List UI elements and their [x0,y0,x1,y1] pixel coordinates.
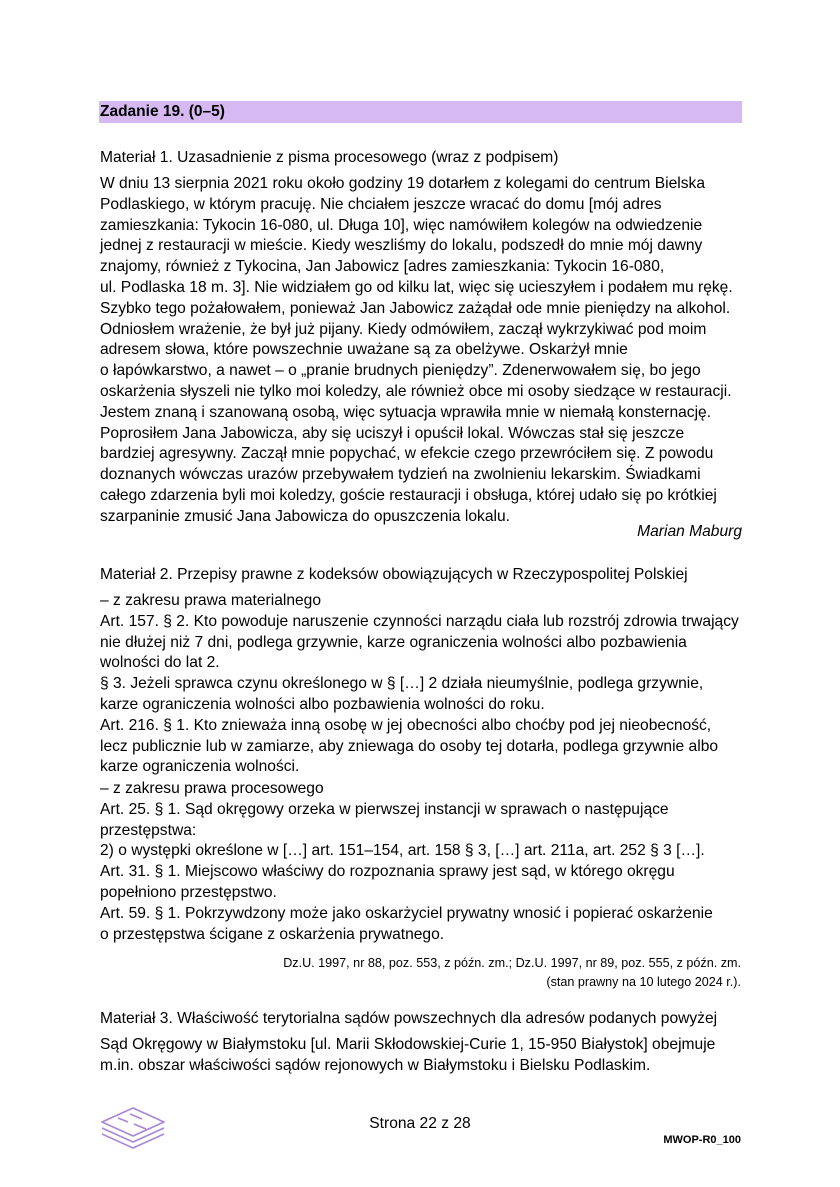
law-line: wolności do lat 2. [100,654,220,672]
material1-line: Odniosłem wrażenie, że był już pijany. Kiedy odmówiłem, zaczął wykrzykiwać pod moim [100,320,707,338]
material1-line: Poprosiłem Jana Jabowicza, aby się uciszył i opuścił lokal. Wówczas stał się jeszcze [100,424,685,442]
material1-line: adresem słowa, które powszechnie uważane są za obelżywe. Oskarżył mnie [100,341,628,359]
material1-line: bardziej agresywny. Zaczął mnie popychać, w efekcie czego przewróciłem się. Z powodu [100,445,714,463]
material1-line: jednej z restauracji w mieście. Kiedy weszliśmy do lokalu, podszedł do mnie mój dawny [100,237,703,255]
law-line: lecz publicznie lub w zamiarze, aby zniewaga do osoby tej dotarła, podlega grzywnie albo [100,737,719,755]
law-line: przestępstwa: [100,821,197,839]
material1-line: W dniu 13 sierpnia 2021 roku około godziny 19 dotarłem z kolegami do centrum Bielska [100,175,706,192]
material1-line: o łapówkarstwo, a nawet – o „pranie brudnych pieniędzy”. Zdenerwowałem się, bo jego [100,362,701,380]
material1-line: ul. Podlaska 18 m. 3]. Nie widziałem go od kilku lat, więc się ucieszyłem i podałem mu rękę. [100,278,733,296]
material3-line: m.in. obszar właściwości sądów rejonowych w Białymstoku i Bielsku Podlaskim. [100,1056,651,1074]
law-line: 2) o występki określone w […] art. 151–154, art. 158 § 3, […] art. 211a, art. 252 § 3 […]. [100,842,705,860]
material1-line: szarpaninie zmusić Jana Jabowicza do opuszczenia lokalu. [100,507,510,525]
law-line: Art. 59. § 1. Pokrzywdzony może jako oskarżyciel prywatny wnosić i popierać oskarżenie [100,904,713,922]
signature: Marian Maburg [637,523,742,540]
law-line: o przestępstwa ścigane z oskarżenia prywatnego. [100,925,445,943]
material2-procedural-law [100,779,742,945]
task-header-label: Zadanie 19. (0–5) [100,103,225,120]
material1-body [100,174,742,528]
legal-source [283,954,741,992]
law-line: karze ograniczenia wolności. [100,758,300,776]
material1-title: Materiał 1. Uzasadnienie z pisma procesowego (wraz z podpisem) [100,149,559,166]
law-line: § 3. Jeżeli sprawca czynu określonego w § […] 2 działa nieumyślnie, podlega grzywnie, [100,675,704,693]
law-line: Art. 25. § 1. Sąd okręgowy orzeka w pierwszej instancji w sprawach o następujące [100,800,669,818]
material1-line: Jestem znaną i szanowaną osobą, więc sytuacja wprawiła mnie w niemałą konsternację. [100,403,712,421]
law-line: Art. 31. § 1. Miejscowo właściwy do rozpoznania sprawy jest sąd, w którego okręgu [100,863,675,881]
material1-line: Szybko tego pożałowałem, ponieważ Jan Jabowicz zażądał ode mnie pieniędzy na alkohol. [100,299,731,317]
law-line: nie dłużej niż 7 dni, podlega grzywnie, karze ograniczenia wolności albo pozbawienia [100,633,687,651]
material3-line: Sąd Okręgowy w Białymstoku [ul. Marii Skłodowskiej-Curie 1, 15-950 Białystok] obejmuje [100,1036,716,1053]
law-line: – z zakresu prawa materialnego [100,592,322,609]
material3-title: Materiał 3. Właściwość terytorialna sądów powszechnych dla adresów podanych powyżej [100,1010,718,1027]
material1-line: zamieszkania: Tykocin 16-080, ul. Długa 10], więc namówiłem kolegów na odwiedzenie [100,216,703,234]
material1-line: doznanych wówczas urazów przebywałem tydzień na zwolnieniu lekarskim. Świadkami [100,466,701,484]
material1-line: Podlaskiego, w którym pracuję. Nie chciałem jeszcze wracać do domu [mój adres [100,195,662,213]
law-line: – z zakresu prawa procesowego [100,780,324,797]
material1-line: oskarżenia słyszeli nie tylko moi koledzy, ale również obce mi osoby siedzące w restauracji. [100,382,732,400]
law-line: Art. 157. § 2. Kto powoduje naruszenie czynności narządu ciała lub rozstrój zdrowia trwający [100,612,739,630]
legal-source-line: (stan prawny na 10 lutego 2024 r.). [546,975,741,989]
law-line: Art. 216. § 1. Kto znieważa inną osobę w jej obecności albo choćby pod jej nieobecność, [100,716,712,734]
material3-body [100,1035,742,1077]
material1-line: całego zdarzenia byli moi koledzy, goście restauracji i obsługa, której udało się po krótkiej [100,486,717,504]
task-header [99,101,742,123]
exam-code: MWOP-R0_100 [663,1134,741,1146]
page-number: Strona 22 z 28 [369,1115,471,1132]
legal-source-line: Dz.U. 1997, nr 88, poz. 553, z późn. zm.; Dz.U. 1997, nr 89, poz. 555, z późn. zm. [283,956,741,970]
material2-title: Materiał 2. Przepisy prawne z kodeksów obowiązujących w Rzeczypospolitej Polskiej [100,566,688,583]
law-line: popełniono przestępstwo. [100,883,277,901]
law-line: karze ograniczenia wolności albo pozbawienia wolności do roku. [100,695,545,713]
material1-line: znajomy, również z Tykocina, Jan Jabowicz [adres zamieszkania: Tykocin 16-080, [100,258,665,276]
material2-substantive-law [100,591,742,778]
